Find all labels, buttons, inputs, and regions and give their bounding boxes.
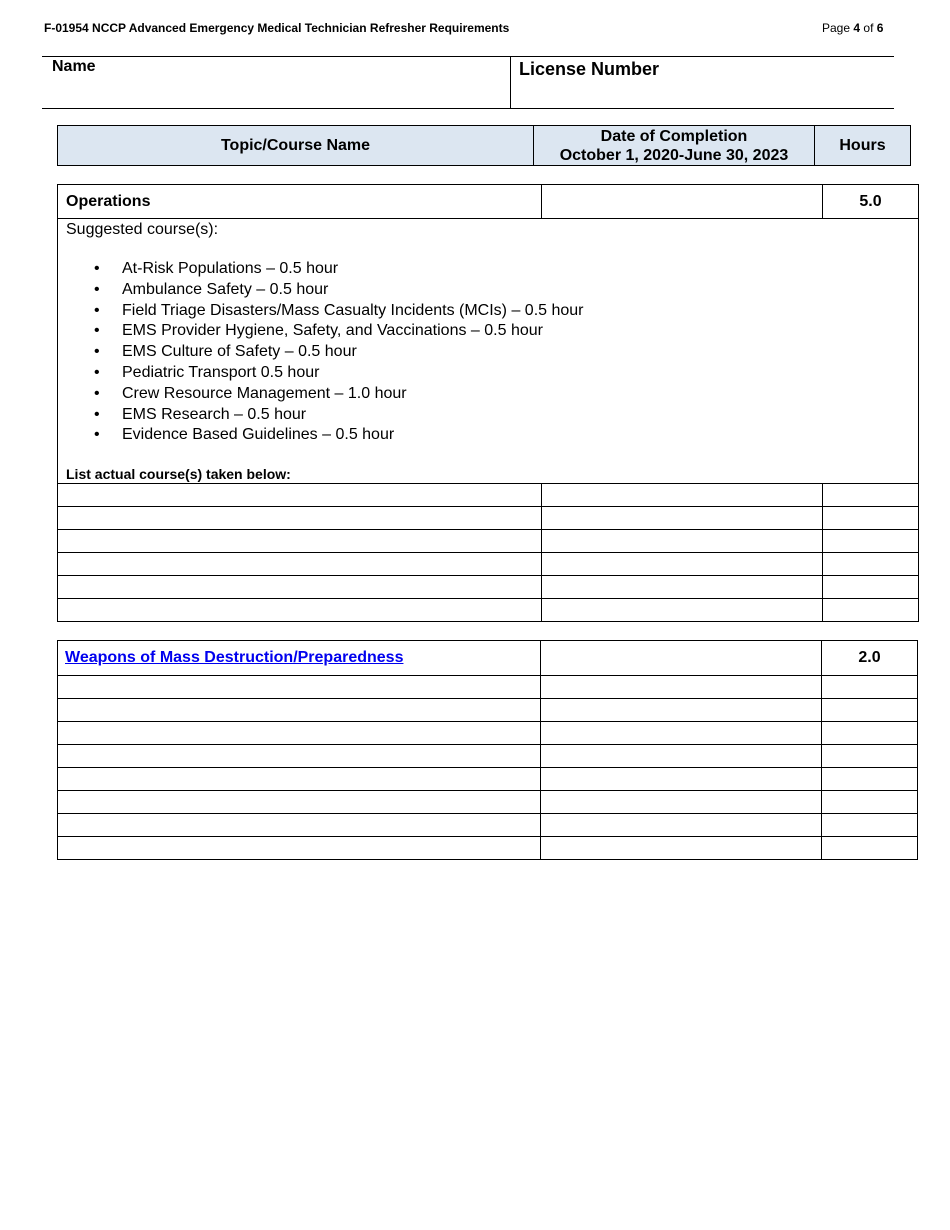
table-row [58, 837, 918, 860]
bullet-icon: • [94, 260, 100, 277]
list-item [66, 405, 584, 426]
table-row [58, 576, 919, 599]
list-item [66, 301, 584, 322]
date-header-line1: Date of Completion [600, 127, 748, 145]
course-name-cell[interactable] [58, 676, 541, 699]
wmd-section [57, 640, 918, 860]
list-item [66, 363, 584, 384]
hours-cell[interactable] [822, 814, 918, 837]
wmd-hours: 2.0 [822, 641, 918, 676]
completion-date-cell[interactable] [541, 722, 822, 745]
course-name-cell[interactable] [58, 507, 542, 530]
name-field[interactable] [42, 57, 510, 108]
hours-cell[interactable] [822, 699, 918, 722]
hours-cell[interactable] [822, 722, 918, 745]
list-item [66, 259, 584, 280]
course-text: Pediatric Transport 0.5 hour [122, 363, 320, 381]
bullet-icon: • [94, 280, 100, 298]
course-name-cell[interactable] [58, 699, 541, 722]
bullet-icon: • [94, 343, 100, 361]
course-name-cell[interactable] [58, 530, 542, 553]
page-current: 4 [853, 21, 861, 35]
completion-date-cell[interactable] [542, 530, 823, 553]
operations-section [57, 184, 919, 622]
actual-courses-label: List actual course(s) taken below: [66, 466, 291, 482]
table-row [58, 814, 918, 837]
page-total: 6 [876, 21, 884, 35]
course-name-cell[interactable] [58, 745, 541, 768]
bullet-icon: • [94, 405, 100, 423]
course-name-cell[interactable] [58, 768, 541, 791]
course-name-cell[interactable] [58, 722, 541, 745]
table-row [58, 768, 918, 791]
hours-cell[interactable] [822, 676, 918, 699]
hours-cell[interactable] [823, 576, 919, 599]
page-prefix: Page [822, 21, 851, 35]
license-number-label: License Number [519, 59, 660, 79]
course-text: EMS Research – 0.5 hour [122, 405, 307, 423]
date-column-header [534, 126, 815, 166]
identity-row [42, 56, 894, 109]
bullet-icon: • [94, 426, 100, 444]
name-field-label: Name [52, 58, 96, 75]
bullet-icon: • [94, 322, 100, 340]
completion-date-cell[interactable] [541, 791, 822, 814]
course-name-cell[interactable] [58, 576, 542, 599]
course-text: Ambulance Safety – 0.5 hour [122, 280, 329, 298]
hours-cell[interactable] [822, 837, 918, 860]
completion-date-cell[interactable] [541, 768, 822, 791]
completion-date-cell[interactable] [542, 576, 823, 599]
table-row [58, 553, 919, 576]
list-item [66, 280, 584, 301]
course-name-cell[interactable] [58, 553, 542, 576]
completion-date-cell[interactable] [541, 676, 822, 699]
table-row [58, 530, 919, 553]
hours-cell[interactable] [823, 553, 919, 576]
page-indicator [822, 21, 883, 35]
table-row [58, 699, 918, 722]
license-number-field[interactable] [510, 57, 894, 108]
completion-date-cell[interactable] [541, 814, 822, 837]
bullet-icon: • [94, 384, 100, 402]
suggested-courses-label: Suggested course(s): [66, 221, 219, 238]
course-text: EMS Provider Hygiene, Safety, and Vaccinations – 0.5 hour [122, 322, 543, 340]
table-row [58, 507, 919, 530]
bullet-icon: • [94, 301, 100, 319]
completion-date-cell[interactable] [541, 745, 822, 768]
page-of: of [863, 21, 874, 35]
completion-date-cell[interactable] [541, 699, 822, 722]
table-row [58, 745, 918, 768]
completion-date-cell[interactable] [542, 484, 823, 507]
form-title: F-01954 NCCP Advanced Emergency Medical Technician Refresher Requirements [44, 21, 510, 35]
completion-date-cell[interactable] [541, 837, 822, 860]
course-text: Field Triage Disasters/Mass Casualty Incidents (MCIs) – 0.5 hour [122, 301, 584, 319]
date-header-line2: October 1, 2020-June 30, 2023 [559, 146, 789, 164]
completion-date-cell[interactable] [542, 599, 823, 622]
column-header-table [57, 125, 911, 166]
wmd-date-cell[interactable] [541, 641, 822, 676]
list-item [66, 425, 584, 446]
hours-cell[interactable] [823, 599, 919, 622]
course-name-cell[interactable] [58, 814, 541, 837]
course-text: EMS Culture of Safety – 0.5 hour [122, 343, 357, 361]
course-text: Evidence Based Guidelines – 0.5 hour [122, 426, 395, 444]
suggested-courses-list [66, 259, 584, 446]
completion-date-cell[interactable] [542, 507, 823, 530]
list-item [66, 321, 584, 342]
course-text: At-Risk Populations – 0.5 hour [122, 260, 339, 277]
list-item [66, 342, 584, 363]
course-name-cell[interactable] [58, 599, 542, 622]
wmd-title-cell [58, 641, 541, 676]
operations-title: Operations [58, 185, 542, 219]
operations-description [58, 219, 919, 484]
table-row [58, 484, 919, 507]
hours-cell[interactable] [823, 484, 919, 507]
hours-cell[interactable] [823, 530, 919, 553]
hours-cell[interactable] [823, 507, 919, 530]
hours-column-header: Hours [815, 126, 911, 166]
hours-cell[interactable] [822, 745, 918, 768]
topic-column-header: Topic/Course Name [58, 126, 534, 166]
hours-cell[interactable] [822, 768, 918, 791]
hours-cell[interactable] [822, 791, 918, 814]
operations-date-cell[interactable] [542, 185, 823, 219]
table-row [58, 722, 918, 745]
course-text: Crew Resource Management – 1.0 hour [122, 384, 407, 402]
course-name-cell[interactable] [58, 837, 541, 860]
completion-date-cell[interactable] [542, 553, 823, 576]
table-row [58, 791, 918, 814]
operations-hours: 5.0 [823, 185, 919, 219]
bullet-icon: • [94, 363, 100, 381]
course-name-cell[interactable] [58, 791, 541, 814]
wmd-title-link[interactable]: Weapons of Mass Destruction/Preparedness [65, 649, 404, 666]
list-item [66, 384, 584, 405]
table-row [58, 599, 919, 622]
course-name-cell[interactable] [58, 484, 542, 507]
table-row [58, 676, 918, 699]
